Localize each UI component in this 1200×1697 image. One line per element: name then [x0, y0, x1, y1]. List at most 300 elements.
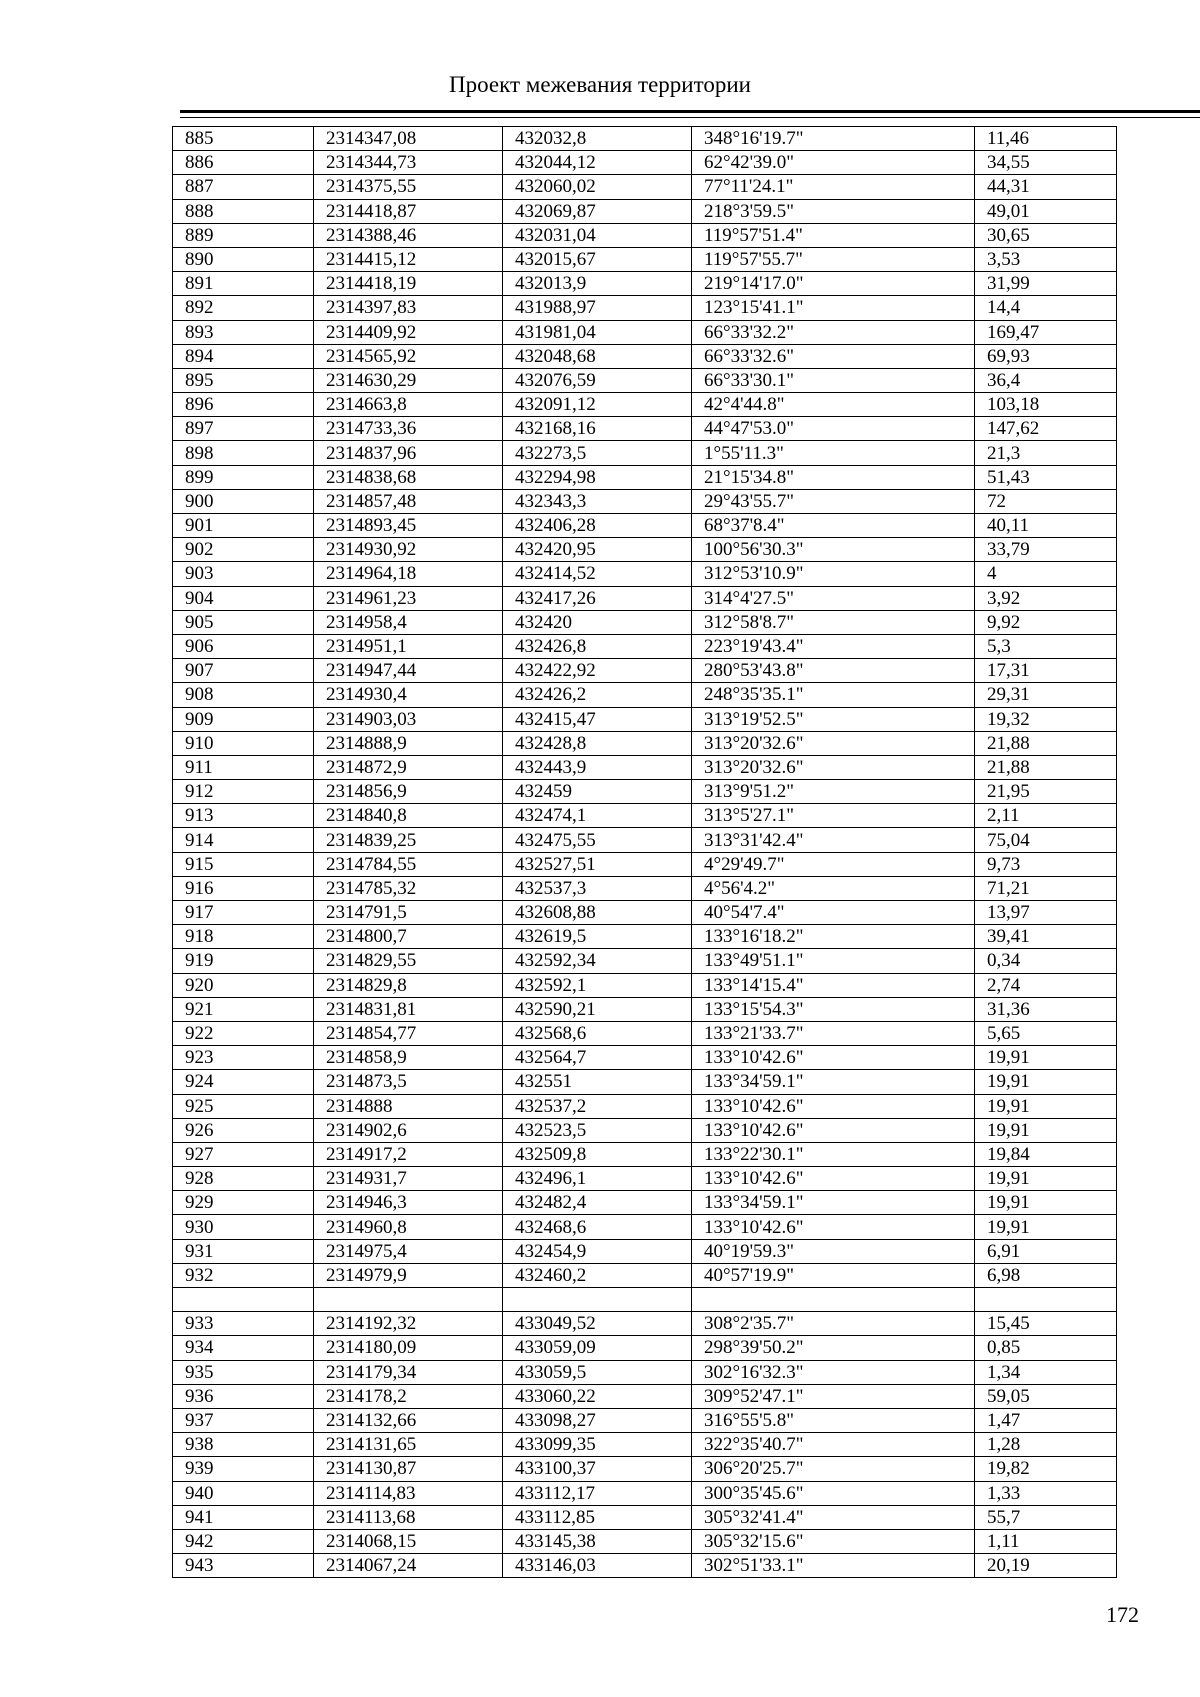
distance-cell: 19,91 — [975, 1167, 1117, 1191]
y-coordinate-cell: 432069,87 — [503, 199, 692, 223]
bearing-cell: 322°35'40.7" — [692, 1433, 975, 1457]
y-coordinate-cell: 432420,95 — [503, 538, 692, 562]
x-coordinate-cell: 2314388,46 — [314, 223, 503, 247]
table-row — [173, 1336, 1117, 1360]
bearing-cell: 313°9'51.2" — [692, 780, 975, 804]
table-row — [173, 804, 1117, 828]
table-row — [173, 901, 1117, 925]
table-row — [173, 320, 1117, 344]
table-row — [173, 1408, 1117, 1432]
x-coordinate-cell: 2314856,9 — [314, 780, 503, 804]
table-row — [173, 1070, 1117, 1094]
bearing-cell: 133°15'54.3" — [692, 997, 975, 1021]
distance-cell: 21,3 — [975, 441, 1117, 465]
table-row — [173, 925, 1117, 949]
x-coordinate-cell: 2314975,4 — [314, 1239, 503, 1263]
x-coordinate-cell: 2314958,4 — [314, 610, 503, 634]
x-coordinate-cell: 2314418,19 — [314, 272, 503, 296]
x-coordinate-cell: 2314873,5 — [314, 1070, 503, 1094]
point-number-cell: 901 — [173, 514, 314, 538]
distance-cell: 19,91 — [975, 1215, 1117, 1239]
point-number-cell: 919 — [173, 949, 314, 973]
x-coordinate-cell: 2314839,25 — [314, 828, 503, 852]
distance-cell: 1,33 — [975, 1481, 1117, 1505]
point-number-cell: 903 — [173, 562, 314, 586]
distance-cell: 49,01 — [975, 199, 1117, 223]
bearing-cell: 312°53'10.9" — [692, 562, 975, 586]
point-number-cell: 895 — [173, 368, 314, 392]
y-coordinate-cell: 432468,6 — [503, 1215, 692, 1239]
point-number-cell: 934 — [173, 1336, 314, 1360]
distance-cell: 19,32 — [975, 707, 1117, 731]
x-coordinate-cell: 2314961,23 — [314, 586, 503, 610]
point-number-cell: 902 — [173, 538, 314, 562]
table-row — [173, 1167, 1117, 1191]
x-coordinate-cell: 2314132,66 — [314, 1408, 503, 1432]
x-coordinate-cell: 2314344,73 — [314, 151, 503, 175]
bearing-cell: 100°56'30.3" — [692, 538, 975, 562]
x-coordinate-cell: 2314130,87 — [314, 1457, 503, 1481]
point-number-cell: 938 — [173, 1433, 314, 1457]
y-coordinate-cell: 432482,4 — [503, 1191, 692, 1215]
distance-cell: 6,98 — [975, 1263, 1117, 1287]
bearing-cell: 248°35'35.1" — [692, 683, 975, 707]
table-row — [173, 1457, 1117, 1481]
y-coordinate-cell: 432592,1 — [503, 973, 692, 997]
point-number-cell: 914 — [173, 828, 314, 852]
bearing-cell: 40°19'59.3" — [692, 1239, 975, 1263]
distance-cell: 31,99 — [975, 272, 1117, 296]
bearing-cell: 308°2'35.7" — [692, 1312, 975, 1336]
x-coordinate-cell: 2314857,48 — [314, 489, 503, 513]
coordinates-table-body — [173, 127, 1117, 1578]
bearing-cell: 44°47'53.0" — [692, 417, 975, 441]
y-coordinate-cell: 432475,55 — [503, 828, 692, 852]
y-coordinate-cell: 432013,9 — [503, 272, 692, 296]
x-coordinate-cell: 2314733,36 — [314, 417, 503, 441]
bearing-cell: 40°57'19.9" — [692, 1263, 975, 1287]
distance-cell: 11,46 — [975, 127, 1117, 151]
table-row — [173, 852, 1117, 876]
point-number-cell: 935 — [173, 1360, 314, 1384]
point-number-cell: 912 — [173, 780, 314, 804]
table-row — [173, 417, 1117, 441]
y-coordinate-cell: 433099,35 — [503, 1433, 692, 1457]
distance-cell: 19,91 — [975, 1046, 1117, 1070]
distance-cell: 4 — [975, 562, 1117, 586]
point-number-cell: 909 — [173, 707, 314, 731]
point-number-cell: 894 — [173, 344, 314, 368]
point-number-cell: 898 — [173, 441, 314, 465]
y-coordinate-cell: 432048,68 — [503, 344, 692, 368]
bearing-cell: 1°55'11.3" — [692, 441, 975, 465]
distance-cell: 21,88 — [975, 755, 1117, 779]
bearing-cell: 29°43'55.7" — [692, 489, 975, 513]
table-row — [173, 344, 1117, 368]
y-coordinate-cell: 432619,5 — [503, 925, 692, 949]
y-coordinate-cell: 432474,1 — [503, 804, 692, 828]
table-row — [173, 610, 1117, 634]
distance-cell: 19,82 — [975, 1457, 1117, 1481]
point-number-cell: 943 — [173, 1554, 314, 1578]
y-coordinate-cell: 433098,27 — [503, 1408, 692, 1432]
bearing-cell: 348°16'19.7" — [692, 127, 975, 151]
point-number-cell: 908 — [173, 683, 314, 707]
bearing-cell: 223°19'43.4" — [692, 634, 975, 658]
bearing-cell: 133°34'59.1" — [692, 1070, 975, 1094]
distance-cell: 17,31 — [975, 659, 1117, 683]
point-number-cell: 941 — [173, 1505, 314, 1529]
point-number-cell: 931 — [173, 1239, 314, 1263]
point-number-cell: 906 — [173, 634, 314, 658]
y-coordinate-cell: 432592,34 — [503, 949, 692, 973]
point-number-cell: 930 — [173, 1215, 314, 1239]
bearing-cell: 66°33'30.1" — [692, 368, 975, 392]
y-coordinate-cell: 432496,1 — [503, 1167, 692, 1191]
y-coordinate-cell: 432443,9 — [503, 755, 692, 779]
point-number-cell: 915 — [173, 852, 314, 876]
distance-cell: 147,62 — [975, 417, 1117, 441]
x-coordinate-cell: 2314178,2 — [314, 1384, 503, 1408]
bearing-cell: 133°10'42.6" — [692, 1118, 975, 1142]
y-coordinate-cell: 432509,8 — [503, 1142, 692, 1166]
table-row — [173, 1288, 1117, 1312]
point-number-cell: 900 — [173, 489, 314, 513]
point-number-cell: 890 — [173, 247, 314, 271]
bearing-cell: 4°29'49.7" — [692, 852, 975, 876]
bearing-cell: 66°33'32.6" — [692, 344, 975, 368]
y-coordinate-cell: 432032,8 — [503, 127, 692, 151]
distance-cell: 33,79 — [975, 538, 1117, 562]
x-coordinate-cell: 2314630,29 — [314, 368, 503, 392]
y-coordinate-cell: 432428,8 — [503, 731, 692, 755]
point-number-cell: 897 — [173, 417, 314, 441]
bearing-cell: 313°20'32.6" — [692, 731, 975, 755]
point-number-cell: 920 — [173, 973, 314, 997]
distance-cell: 71,21 — [975, 876, 1117, 900]
point-number-cell: 905 — [173, 610, 314, 634]
x-coordinate-cell: 2314347,08 — [314, 127, 503, 151]
x-coordinate-cell: 2314397,83 — [314, 296, 503, 320]
x-coordinate-cell: 2314192,32 — [314, 1312, 503, 1336]
distance-cell: 1,28 — [975, 1433, 1117, 1457]
point-number-cell: 891 — [173, 272, 314, 296]
distance-cell: 30,65 — [975, 223, 1117, 247]
table-row — [173, 876, 1117, 900]
x-coordinate-cell: 2314951,1 — [314, 634, 503, 658]
table-row — [173, 1312, 1117, 1336]
y-coordinate-cell: 432460,2 — [503, 1263, 692, 1287]
distance-cell: 3,92 — [975, 586, 1117, 610]
distance-cell: 34,55 — [975, 151, 1117, 175]
bearing-cell: 302°16'32.3" — [692, 1360, 975, 1384]
header-rule-thin — [180, 117, 1200, 118]
y-coordinate-cell: 432608,88 — [503, 901, 692, 925]
distance-cell — [975, 1288, 1117, 1312]
x-coordinate-cell: 2314917,2 — [314, 1142, 503, 1166]
bearing-cell: 119°57'55.7" — [692, 247, 975, 271]
distance-cell: 20,19 — [975, 1554, 1117, 1578]
x-coordinate-cell: 2314415,12 — [314, 247, 503, 271]
distance-cell: 75,04 — [975, 828, 1117, 852]
bearing-cell: 77°11'24.1" — [692, 175, 975, 199]
table-row — [173, 755, 1117, 779]
point-number-cell: 888 — [173, 199, 314, 223]
x-coordinate-cell: 2314113,68 — [314, 1505, 503, 1529]
table-row — [173, 973, 1117, 997]
table-row — [173, 538, 1117, 562]
x-coordinate-cell: 2314902,6 — [314, 1118, 503, 1142]
y-coordinate-cell: 432273,5 — [503, 441, 692, 465]
table-row — [173, 247, 1117, 271]
y-coordinate-cell: 432294,98 — [503, 465, 692, 489]
distance-cell: 1,11 — [975, 1529, 1117, 1553]
distance-cell: 72 — [975, 489, 1117, 513]
y-coordinate-cell: 432537,3 — [503, 876, 692, 900]
y-coordinate-cell: 432091,12 — [503, 393, 692, 417]
point-number-cell: 933 — [173, 1312, 314, 1336]
table-row — [173, 1142, 1117, 1166]
point-number-cell: 885 — [173, 127, 314, 151]
y-coordinate-cell: 432168,16 — [503, 417, 692, 441]
distance-cell: 9,73 — [975, 852, 1117, 876]
y-coordinate-cell: 432420 — [503, 610, 692, 634]
bearing-cell: 218°3'59.5" — [692, 199, 975, 223]
x-coordinate-cell: 2314418,87 — [314, 199, 503, 223]
table-row — [173, 1554, 1117, 1578]
table-row — [173, 1191, 1117, 1215]
distance-cell: 169,47 — [975, 320, 1117, 344]
x-coordinate-cell: 2314947,44 — [314, 659, 503, 683]
point-number-cell: 927 — [173, 1142, 314, 1166]
x-coordinate-cell — [314, 1288, 503, 1312]
table-row — [173, 1046, 1117, 1070]
header-rule-thick — [180, 110, 1200, 113]
bearing-cell: 21°15'34.8" — [692, 465, 975, 489]
y-coordinate-cell: 433145,38 — [503, 1529, 692, 1553]
y-coordinate-cell: 432454,9 — [503, 1239, 692, 1263]
y-coordinate-cell: 433112,85 — [503, 1505, 692, 1529]
table-row — [173, 393, 1117, 417]
table-row — [173, 634, 1117, 658]
distance-cell: 5,65 — [975, 1021, 1117, 1045]
x-coordinate-cell: 2314179,34 — [314, 1360, 503, 1384]
point-number-cell: 923 — [173, 1046, 314, 1070]
bearing-cell: 305°32'41.4" — [692, 1505, 975, 1529]
x-coordinate-cell: 2314114,83 — [314, 1481, 503, 1505]
x-coordinate-cell: 2314888 — [314, 1094, 503, 1118]
point-number-cell: 899 — [173, 465, 314, 489]
distance-cell: 44,31 — [975, 175, 1117, 199]
bearing-cell: 302°51'33.1" — [692, 1554, 975, 1578]
x-coordinate-cell: 2314946,3 — [314, 1191, 503, 1215]
point-number-cell: 913 — [173, 804, 314, 828]
bearing-cell: 62°42'39.0" — [692, 151, 975, 175]
point-number-cell: 929 — [173, 1191, 314, 1215]
x-coordinate-cell: 2314784,55 — [314, 852, 503, 876]
bearing-cell: 305°32'15.6" — [692, 1529, 975, 1553]
y-coordinate-cell: 433100,37 — [503, 1457, 692, 1481]
y-coordinate-cell: 431988,97 — [503, 296, 692, 320]
y-coordinate-cell: 433112,17 — [503, 1481, 692, 1505]
y-coordinate-cell: 433049,52 — [503, 1312, 692, 1336]
distance-cell: 59,05 — [975, 1384, 1117, 1408]
distance-cell: 2,11 — [975, 804, 1117, 828]
x-coordinate-cell: 2314180,09 — [314, 1336, 503, 1360]
table-row — [173, 731, 1117, 755]
point-number-cell: 942 — [173, 1529, 314, 1553]
bearing-cell: 300°35'45.6" — [692, 1481, 975, 1505]
page-number: 172 — [1106, 1602, 1139, 1627]
x-coordinate-cell: 2314964,18 — [314, 562, 503, 586]
x-coordinate-cell: 2314837,96 — [314, 441, 503, 465]
x-coordinate-cell: 2314930,92 — [314, 538, 503, 562]
point-number-cell: 907 — [173, 659, 314, 683]
y-coordinate-cell: 432044,12 — [503, 151, 692, 175]
point-number-cell: 936 — [173, 1384, 314, 1408]
y-coordinate-cell: 433059,09 — [503, 1336, 692, 1360]
distance-cell: 21,88 — [975, 731, 1117, 755]
table-row — [173, 368, 1117, 392]
x-coordinate-cell: 2314872,9 — [314, 755, 503, 779]
x-coordinate-cell: 2314858,9 — [314, 1046, 503, 1070]
y-coordinate-cell: 432406,28 — [503, 514, 692, 538]
distance-cell: 29,31 — [975, 683, 1117, 707]
bearing-cell: 123°15'41.1" — [692, 296, 975, 320]
bearing-cell: 133°34'59.1" — [692, 1191, 975, 1215]
table-row — [173, 949, 1117, 973]
x-coordinate-cell: 2314829,8 — [314, 973, 503, 997]
distance-cell: 9,92 — [975, 610, 1117, 634]
distance-cell: 40,11 — [975, 514, 1117, 538]
table-row — [173, 127, 1117, 151]
point-number-cell: 924 — [173, 1070, 314, 1094]
bearing-cell: 313°19'52.5" — [692, 707, 975, 731]
bearing-cell — [692, 1288, 975, 1312]
bearing-cell: 4°56'4.2" — [692, 876, 975, 900]
bearing-cell: 133°22'30.1" — [692, 1142, 975, 1166]
y-coordinate-cell: 432537,2 — [503, 1094, 692, 1118]
x-coordinate-cell: 2314960,8 — [314, 1215, 503, 1239]
x-coordinate-cell: 2314409,92 — [314, 320, 503, 344]
x-coordinate-cell: 2314931,7 — [314, 1167, 503, 1191]
table-row — [173, 465, 1117, 489]
distance-cell: 1,47 — [975, 1408, 1117, 1432]
table-row — [173, 1021, 1117, 1045]
table-row — [173, 1118, 1117, 1142]
table-row — [173, 514, 1117, 538]
y-coordinate-cell: 432076,59 — [503, 368, 692, 392]
table-row — [173, 1529, 1117, 1553]
bearing-cell: 133°10'42.6" — [692, 1167, 975, 1191]
bearing-cell: 309°52'47.1" — [692, 1384, 975, 1408]
y-coordinate-cell — [503, 1288, 692, 1312]
point-number-cell: 889 — [173, 223, 314, 247]
distance-cell: 0,34 — [975, 949, 1117, 973]
x-coordinate-cell: 2314375,55 — [314, 175, 503, 199]
table-row — [173, 441, 1117, 465]
distance-cell: 6,91 — [975, 1239, 1117, 1263]
bearing-cell: 313°5'27.1" — [692, 804, 975, 828]
point-number-cell: 893 — [173, 320, 314, 344]
y-coordinate-cell: 432459 — [503, 780, 692, 804]
table-row — [173, 489, 1117, 513]
bearing-cell: 219°14'17.0" — [692, 272, 975, 296]
distance-cell: 13,97 — [975, 901, 1117, 925]
table-row — [173, 683, 1117, 707]
x-coordinate-cell: 2314791,5 — [314, 901, 503, 925]
table-row — [173, 1360, 1117, 1384]
y-coordinate-cell: 433059,5 — [503, 1360, 692, 1384]
table-row — [173, 1384, 1117, 1408]
distance-cell: 15,45 — [975, 1312, 1117, 1336]
x-coordinate-cell: 2314831,81 — [314, 997, 503, 1021]
distance-cell: 39,41 — [975, 925, 1117, 949]
table-row — [173, 1215, 1117, 1239]
x-coordinate-cell: 2314930,4 — [314, 683, 503, 707]
point-number-cell: 937 — [173, 1408, 314, 1432]
x-coordinate-cell: 2314903,03 — [314, 707, 503, 731]
x-coordinate-cell: 2314800,7 — [314, 925, 503, 949]
y-coordinate-cell: 432568,6 — [503, 1021, 692, 1045]
point-number-cell: 918 — [173, 925, 314, 949]
table-row — [173, 780, 1117, 804]
bearing-cell: 298°39'50.2" — [692, 1336, 975, 1360]
table-row — [173, 223, 1117, 247]
x-coordinate-cell: 2314854,77 — [314, 1021, 503, 1045]
distance-cell: 19,91 — [975, 1118, 1117, 1142]
bearing-cell: 40°54'7.4" — [692, 901, 975, 925]
bearing-cell: 306°20'25.7" — [692, 1457, 975, 1481]
distance-cell: 1,34 — [975, 1360, 1117, 1384]
y-coordinate-cell: 432564,7 — [503, 1046, 692, 1070]
bearing-cell: 119°57'51.4" — [692, 223, 975, 247]
bearing-cell: 313°20'32.6" — [692, 755, 975, 779]
table-row — [173, 828, 1117, 852]
table-row — [173, 296, 1117, 320]
point-number-cell: 926 — [173, 1118, 314, 1142]
table-row — [173, 272, 1117, 296]
distance-cell: 103,18 — [975, 393, 1117, 417]
point-number-cell: 939 — [173, 1457, 314, 1481]
bearing-cell: 133°14'15.4" — [692, 973, 975, 997]
bearing-cell: 42°4'44.8" — [692, 393, 975, 417]
y-coordinate-cell: 432523,5 — [503, 1118, 692, 1142]
y-coordinate-cell: 432060,02 — [503, 175, 692, 199]
distance-cell: 69,93 — [975, 344, 1117, 368]
y-coordinate-cell: 433060,22 — [503, 1384, 692, 1408]
table-row — [173, 1094, 1117, 1118]
point-number-cell: 917 — [173, 901, 314, 925]
x-coordinate-cell: 2314785,32 — [314, 876, 503, 900]
bearing-cell: 68°37'8.4" — [692, 514, 975, 538]
page-title: Проект межевания территории — [449, 72, 751, 97]
bearing-cell: 133°10'42.6" — [692, 1046, 975, 1070]
distance-cell: 21,95 — [975, 780, 1117, 804]
x-coordinate-cell: 2314829,55 — [314, 949, 503, 973]
x-coordinate-cell: 2314067,24 — [314, 1554, 503, 1578]
bearing-cell: 133°10'42.6" — [692, 1215, 975, 1239]
point-number-cell: 916 — [173, 876, 314, 900]
coordinates-table — [172, 126, 1117, 1578]
y-coordinate-cell: 432422,92 — [503, 659, 692, 683]
bearing-cell: 133°49'51.1" — [692, 949, 975, 973]
distance-cell: 3,53 — [975, 247, 1117, 271]
table-row — [173, 997, 1117, 1021]
bearing-cell: 312°58'8.7" — [692, 610, 975, 634]
table-row — [173, 151, 1117, 175]
distance-cell: 19,91 — [975, 1094, 1117, 1118]
